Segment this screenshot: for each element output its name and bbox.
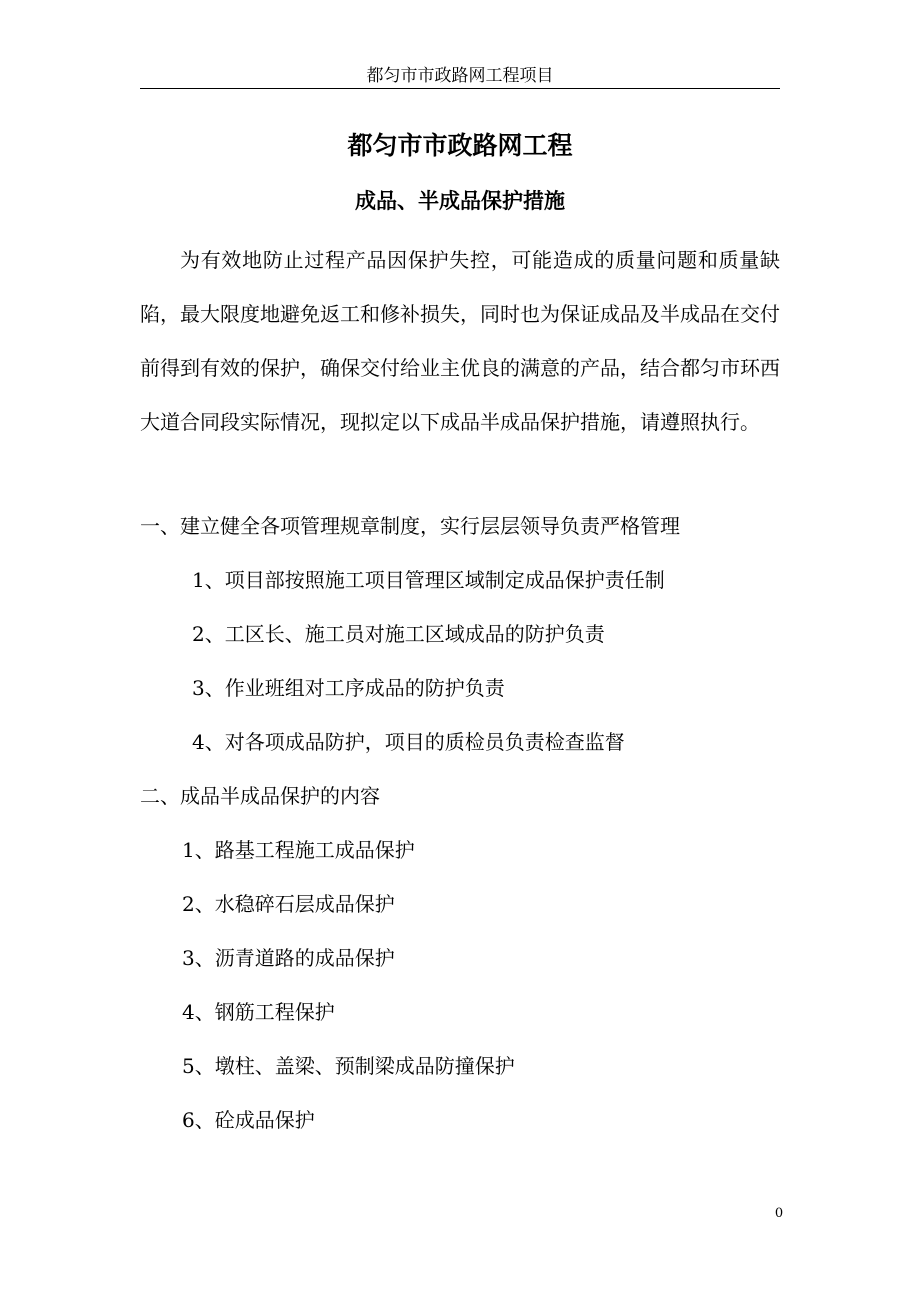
- section-1-item-2: 2、工区长、施工员对施工区域成品的防护负责: [192, 622, 605, 646]
- header-rule: [140, 88, 780, 89]
- section-2-item-4: 4、钢筋工程保护: [182, 1000, 335, 1024]
- section-2-item-5: 5、墩柱、盖梁、预制梁成品防撞保护: [182, 1054, 515, 1078]
- intro-paragraph: 为有效地防止过程产品因保护失控，可能造成的质量问题和质量缺陷，最大限度地避免返工和修补损失，同时也为保证成品及半成品在交付前得到有效的保护，确保交付给业主优良的满意的产品，结合都匀市环西大道合同段实际情况，现拟定以下成品半成品保护措施，请遵照执行。: [140, 248, 780, 434]
- document-title: 都匀市市政路网工程: [347, 131, 573, 160]
- section-2-item-2: 2、水稳碎石层成品保护: [182, 892, 395, 916]
- section-2-item-6: 6、砼成品保护: [182, 1108, 315, 1132]
- page-number: 0: [774, 1206, 784, 1221]
- section-2-item-3: 3、沥青道路的成品保护: [182, 946, 395, 970]
- page-header: 都匀市市政路网工程项目: [366, 66, 554, 86]
- section-heading-2: 二、成品半成品保护的内容: [140, 784, 380, 808]
- section-heading-1: 一、建立健全各项管理规章制度，实行层层领导负责严格管理: [140, 514, 680, 538]
- document-subtitle: 成品、半成品保护措施: [355, 189, 565, 213]
- section-1-item-4: 4、对各项成品防护，项目的质检员负责检查监督: [192, 730, 625, 754]
- section-1-item-3: 3、作业班组对工序成品的防护负责: [192, 676, 505, 700]
- section-1-item-1: 1、项目部按照施工项目管理区域制定成品保护责任制: [192, 568, 665, 592]
- section-2-item-1: 1、路基工程施工成品保护: [182, 838, 415, 862]
